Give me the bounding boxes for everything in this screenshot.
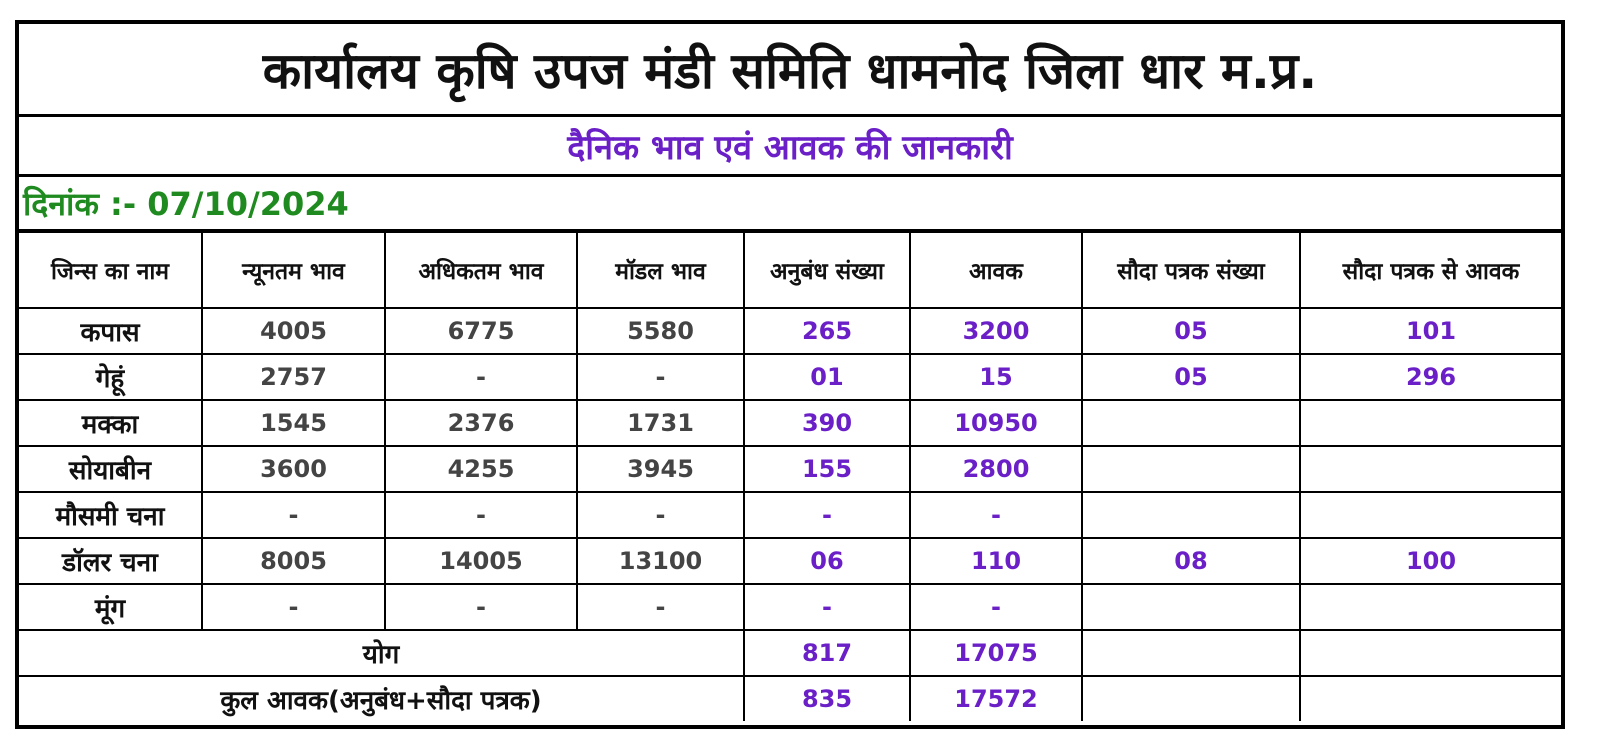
contract-count-cell: 390 xyxy=(744,400,910,446)
total-row xyxy=(19,630,1561,676)
contract-count-cell: - xyxy=(744,584,910,630)
col-header-deal-slip-arrival: सौदा पत्रक से आवक xyxy=(1300,232,1561,308)
total-arrival-cell: 17075 xyxy=(910,630,1082,676)
arrival-cell: - xyxy=(910,584,1082,630)
arrival-cell: 3200 xyxy=(910,308,1082,354)
min-price-cell: 4005 xyxy=(202,308,385,354)
commodity-cell: मौसमी चना xyxy=(19,492,202,538)
table-header-row xyxy=(19,232,1561,308)
grand-total-label: कुल आवक(अनुबंध+सौदा पत्रक) xyxy=(19,676,744,721)
model-price-cell: - xyxy=(577,584,744,630)
commodity-cell: डॉलर चना xyxy=(19,538,202,584)
max-price-cell: - xyxy=(385,492,577,538)
deal-slip-count-cell: 05 xyxy=(1082,354,1300,400)
table-row xyxy=(19,492,1561,538)
max-price-cell: 14005 xyxy=(385,538,577,584)
min-price-cell: 1545 xyxy=(202,400,385,446)
deal-slip-arrival-cell xyxy=(1300,400,1561,446)
contract-count-cell: 06 xyxy=(744,538,910,584)
deal-slip-count-cell xyxy=(1082,446,1300,492)
max-price-cell: - xyxy=(385,354,577,400)
table-row xyxy=(19,308,1561,354)
report-date: दिनांक :- 07/10/2024 xyxy=(19,177,1561,231)
col-header-deal-slip-count: सौदा पत्रक संख्या xyxy=(1082,232,1300,308)
deal-slip-arrival-cell: 101 xyxy=(1300,308,1561,354)
max-price-cell: 2376 xyxy=(385,400,577,446)
col-header-model-price: मॉडल भाव xyxy=(577,232,744,308)
min-price-cell: - xyxy=(202,584,385,630)
commodity-cell: मूंग xyxy=(19,584,202,630)
contract-count-cell: - xyxy=(744,492,910,538)
price-arrival-table xyxy=(19,231,1561,721)
grand-total-row xyxy=(19,676,1561,721)
table-row xyxy=(19,584,1561,630)
empty-cell xyxy=(1300,630,1561,676)
arrival-cell: 110 xyxy=(910,538,1082,584)
arrival-cell: 10950 xyxy=(910,400,1082,446)
col-header-arrival: आवक xyxy=(910,232,1082,308)
model-price-cell: 3945 xyxy=(577,446,744,492)
col-header-max-price: अधिकतम भाव xyxy=(385,232,577,308)
model-price-cell: 1731 xyxy=(577,400,744,446)
total-label: योग xyxy=(19,630,744,676)
arrival-cell: - xyxy=(910,492,1082,538)
total-contracts-cell: 817 xyxy=(744,630,910,676)
col-header-min-price: न्यूनतम भाव xyxy=(202,232,385,308)
model-price-cell: 5580 xyxy=(577,308,744,354)
deal-slip-count-cell: 05 xyxy=(1082,308,1300,354)
min-price-cell: 8005 xyxy=(202,538,385,584)
report-subtitle: दैनिक भाव एवं आवक की जानकारी xyxy=(19,117,1561,177)
model-price-cell: - xyxy=(577,492,744,538)
commodity-cell: सोयाबीन xyxy=(19,446,202,492)
deal-slip-count-cell: 08 xyxy=(1082,538,1300,584)
deal-slip-count-cell xyxy=(1082,400,1300,446)
arrival-cell: 2800 xyxy=(910,446,1082,492)
min-price-cell: - xyxy=(202,492,385,538)
report-sheet xyxy=(15,20,1565,729)
table-row xyxy=(19,446,1561,492)
deal-slip-count-cell xyxy=(1082,492,1300,538)
deal-slip-arrival-cell: 296 xyxy=(1300,354,1561,400)
table-row xyxy=(19,538,1561,584)
col-header-contract-count: अनुबंध संख्या xyxy=(744,232,910,308)
grand-total-contracts-cell: 835 xyxy=(744,676,910,721)
commodity-cell: गेहूं xyxy=(19,354,202,400)
max-price-cell: - xyxy=(385,584,577,630)
max-price-cell: 6775 xyxy=(385,308,577,354)
max-price-cell: 4255 xyxy=(385,446,577,492)
deal-slip-arrival-cell xyxy=(1300,584,1561,630)
commodity-cell: मक्का xyxy=(19,400,202,446)
contract-count-cell: 01 xyxy=(744,354,910,400)
table-row xyxy=(19,400,1561,446)
deal-slip-arrival-cell xyxy=(1300,446,1561,492)
deal-slip-arrival-cell: 100 xyxy=(1300,538,1561,584)
empty-cell xyxy=(1082,630,1300,676)
grand-total-arrival-cell: 17572 xyxy=(910,676,1082,721)
arrival-cell: 15 xyxy=(910,354,1082,400)
commodity-cell: कपास xyxy=(19,308,202,354)
table-row xyxy=(19,354,1561,400)
deal-slip-arrival-cell xyxy=(1300,492,1561,538)
model-price-cell: - xyxy=(577,354,744,400)
empty-cell xyxy=(1082,676,1300,721)
deal-slip-count-cell xyxy=(1082,584,1300,630)
col-header-commodity: जिन्स का नाम xyxy=(19,232,202,308)
min-price-cell: 2757 xyxy=(202,354,385,400)
contract-count-cell: 265 xyxy=(744,308,910,354)
office-title: कार्यालय कृषि उपज मंडी समिति धामनोद जिला धार म.प्र. xyxy=(19,24,1561,117)
min-price-cell: 3600 xyxy=(202,446,385,492)
model-price-cell: 13100 xyxy=(577,538,744,584)
empty-cell xyxy=(1300,676,1561,721)
contract-count-cell: 155 xyxy=(744,446,910,492)
